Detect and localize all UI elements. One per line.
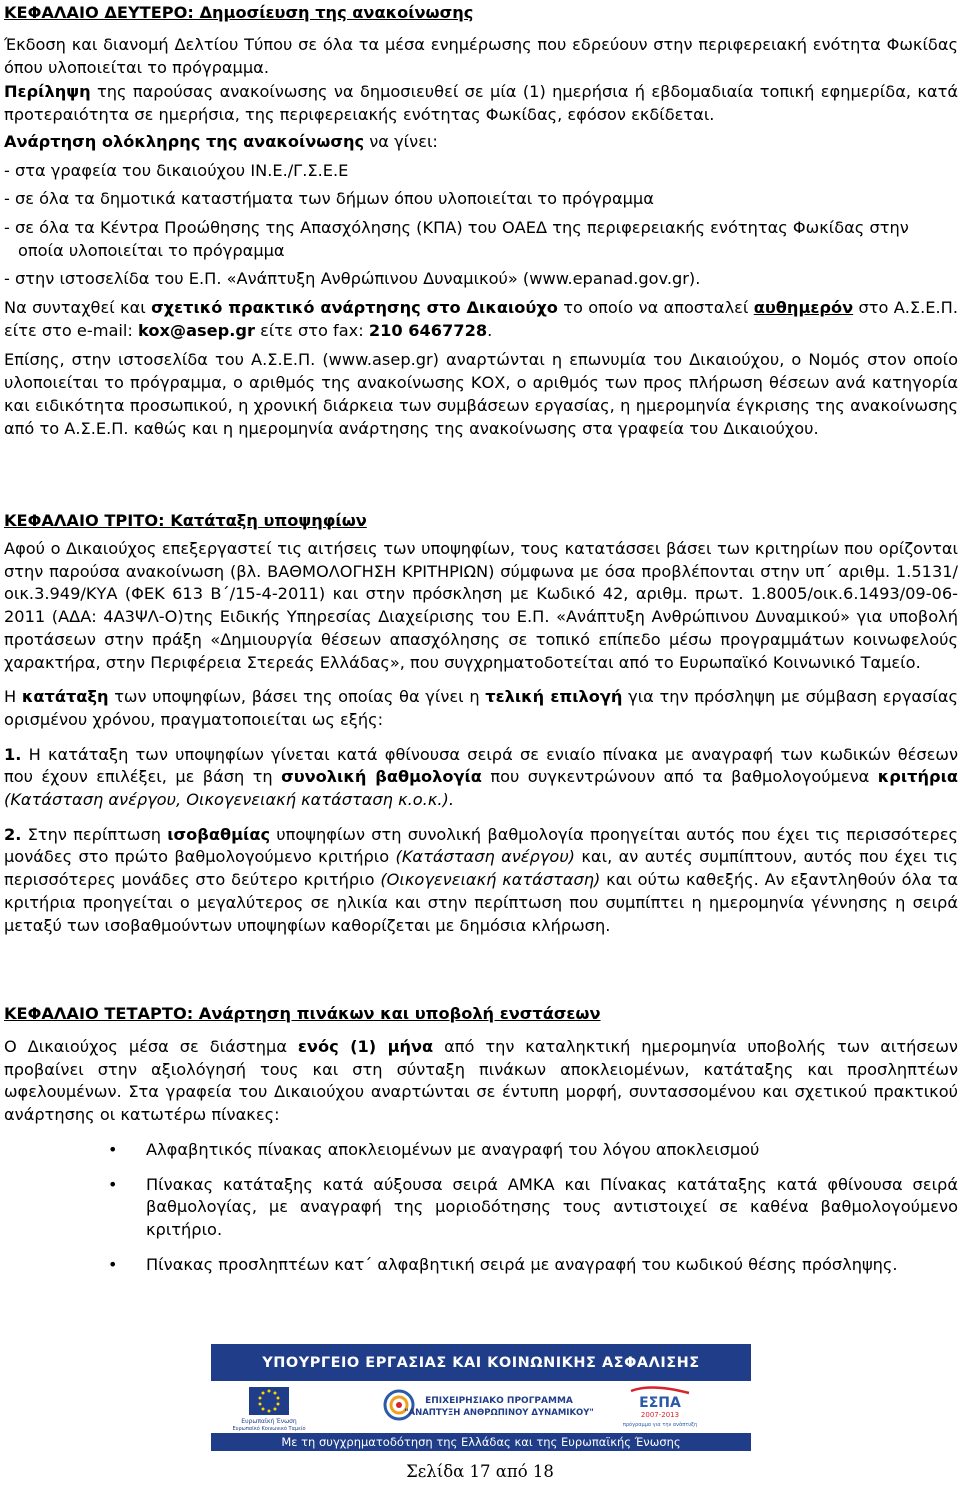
list-item: [4, 1139, 958, 1162]
r2-b: ισοβαθμίας: [167, 824, 271, 844]
summary-bold: Περίληψη: [4, 82, 91, 102]
r1-e: (Κατάσταση ανέργου, Οικογενειακή κατάσταση κ.ο.κ.).: [4, 790, 454, 810]
tables-list: [4, 1139, 958, 1277]
rule-2-number: 2.: [4, 824, 22, 844]
summary-rest: της παρούσας ανακοίνωσης να δημοσιευθεί σε μία (1) ημερήσια ή εβδομαδιαία τοπική εφημερίδα, κατά προτεραιότητα σε ημερήσια, της περιφερειακής ενότητας Φωκίδας, εφόσον εκδίδεται.: [4, 82, 958, 125]
report-paragraph: [4, 297, 958, 342]
t-c: από την καταληκτική ημερομηνία υποβολής των αιτήσεων προβαίνει στην αξιολόγησή τους και στη σύνταξη πινάκων αποκλειομένων, κατάταξης και προσληπτέων ωφελουμένων. Στα γραφεία του Δικαιούχου αναρτώνται σε έντυπη μορφή, συντασσομένου και σχετικού πρακτικού ανάρτησης οι κατωτέρω πίνακες:: [4, 1037, 958, 1125]
eu-caption: Ευρωπαϊκή Ένωση: [241, 1418, 297, 1425]
report-email: kox@asep.gr: [138, 320, 255, 340]
list-item-text: Πίνακας προσληπτέων κατ΄ αλφαβητική σειρά με αναγραφή του κωδικού θέσης πρόσληψης.: [146, 1254, 898, 1274]
posting-item-1: - στα γραφεία του δικαιούχου ΙΝ.Ε./Γ.Σ.Ε.Ε: [4, 160, 349, 180]
r1-c: που συγκεντρώνουν από τα βαθμολογούμενα: [481, 767, 878, 787]
list-item: [4, 1254, 958, 1277]
esf-caption: Ευρωπαϊκό Κοινωνικό Ταμείο: [232, 1426, 306, 1432]
report-e: στο Α.Σ.Ε.Π. είτε στο e-mail:: [4, 298, 958, 340]
posting-rest: να γίνει:: [364, 131, 438, 151]
r2-a: Στην περίπτωση: [21, 824, 168, 844]
tables-paragraph: [4, 1036, 958, 1127]
logo-row: [211, 1381, 751, 1433]
eu-flag-icon: [249, 1387, 289, 1415]
rule-1-paragraph: [4, 744, 958, 812]
footer-logo-banner: [211, 1344, 751, 1451]
fs-e: για την πρόσληψη με σύμβαση εργασίας ορισμένου χρόνου, πραγματοποιείται ως εξής:: [4, 687, 958, 729]
chapter-4-body: [4, 1036, 958, 1276]
espa-sub: πρόγραμμα για την ανάπτυξη: [622, 1422, 698, 1428]
rule-1-number: 1.: [4, 744, 22, 764]
posting-item-2: - σε όλα τα δημοτικά καταστήματα των δήμων όπου υλοποιείται το πρόγραμμα: [4, 189, 654, 209]
logo-row-graphics: [211, 1381, 751, 1433]
posting-paragraph: [4, 131, 958, 154]
rule-2-paragraph: [4, 824, 958, 938]
chapter-2-title: ΚΕΦΑΛΑΙΟ ΔΕΥΤΕΡΟ: Δημοσίευση της ανακοίνωσης: [4, 3, 474, 22]
press-release-paragraph: Έκδοση και διανομή Δελτίου Τύπου σε όλα τα μέσα ενημέρωσης που εδρεύουν στην περιφερειακή ενότητα Φωκίδας όπου υλοποιείται το πρόγραμμα.: [4, 35, 958, 77]
r2-f: (Οικογενειακή κατάσταση): [380, 870, 601, 890]
r2-e: και, αν αυτές συμπίπτουν, αυτός που έχει τις περισσότερες μονάδες στο δεύτερο κριτήριο: [4, 847, 958, 890]
r1-b: συνολική βαθμολογία: [281, 767, 482, 787]
report-i: .: [487, 320, 493, 340]
report-a: Να συνταχθεί και: [4, 298, 152, 318]
chapter-4-title: ΚΕΦΑΛΑΙΟ ΤΕΤΑΡΤΟ: Ανάρτηση πινάκων και υποβολή ενστάσεων: [4, 1004, 601, 1023]
r2-g: και ούτω καθεξής. Αν εξαντληθούν όλα τα κριτήρια προηγείται ο μεγαλύτερος σε ηλικία και στην περίπτωση που συμπίπτει η ημερομηνία γέννησης η σειρά μεταξύ των ισοβαθμούντων υποψηφίων καθορίζεται με δημόσια κλήρωση.: [4, 870, 958, 935]
posting-item-4: - στην ιστοσελίδα του Ε.Π. «Ανάπτυξη Ανθρώπινου Δυναμικού» (www.epanad.gov.gr).: [4, 269, 701, 289]
cofunding-strip: [211, 1433, 751, 1451]
t-a: Ο Δικαιούχος μέσα σε διάστημα: [4, 1037, 298, 1056]
chapter-2: [4, 2, 958, 24]
chapter-2-body: [4, 34, 958, 440]
bullet-icon: •: [108, 1139, 118, 1159]
bullet-icon: •: [108, 1254, 118, 1274]
fs-b: κατάταξη: [21, 687, 109, 707]
report-fax: 210 6467728: [368, 320, 488, 340]
list-item-text: Πίνακας κατάταξης κατά αύξουσα σειρά ΑΜΚΑ και Πίνακας κατάταξης κατά φθίνουσα σειρά βαθμολογίας, με αναγραφή της μοριοδότησης τους αντιστοιχεί σε καθένα βαθμολογούμενο κριτήριο.: [146, 1174, 958, 1239]
cofunding-text: Με τη συγχρηματοδότηση της Ελλάδας και της Ευρωπαϊκής Ένωσης: [281, 1435, 681, 1449]
bullet-icon: •: [108, 1174, 118, 1194]
posting-bold: Ανάρτηση ολόκληρης της ανακοίνωσης: [4, 131, 365, 151]
ranking-paragraph: Αφού ο Δικαιούχος επεξεργαστεί τις αιτήσεις των υποψηφίων, τους κατατάσσει βάσει των κριτηρίων που ορίζονται στην παρούσα ανακοίνωση (βλ. ΒΑΘΜΟΛΟΓΗΣΗ ΚΡΙΤΗΡΙΩΝ) σύμφωνα με όσα προβλέπονται στην υπ΄ αριθμ. 1.5131/οικ.3.949/ΚΥΑ (ΦΕΚ 613 Β΄/15-4-2011) και στην πρόσκληση με Κωδικό 42, αριθμ. πρωτ. 1.8005/οικ.6.1493/09-06-2011 (ΑΔΑ: 4Α3ΨΛ-Ο)της Ειδικής Υπηρεσίας Διαχείρισης του Ε.Π. «Ανάπτυξη Ανθρώπινου Δυναμικού» για υποβολή προτάσεων στην πράξη «Δημιουργία θέσεων απασχόλησης σε τοπικό επίπεδο μέσω προγραμμάτων κοινωφελούς χαρακτήρα, στην Περιφέρεια Στερεάς Ελλάδας», που συγχρηματοδοτείται από το Ευρωπαϊκό Κοινωνικό Ταμείο.: [4, 539, 958, 672]
espa-text: ΕΣΠΑ: [639, 1395, 681, 1411]
list-item-text: Αλφαβητικός πίνακας αποκλειομένων με αναγραφή του λόγου αποκλεισμού: [146, 1139, 760, 1159]
posting-item-3: - σε όλα τα Κέντρα Προώθησης της Απασχόλησης (ΚΠΑ) του ΟΑΕΔ της περιφερειακής ενότητας Φωκίδας στην οποία υλοποιείται το πρόγραμμα: [4, 217, 909, 260]
summary-paragraph: [4, 81, 958, 126]
chapter-3-body: [4, 538, 958, 937]
report-b: σχετικό πρακτικό ανάρτησης στο Δικαιούχο: [151, 298, 558, 318]
fs-d: τελική επιλογή: [485, 687, 623, 707]
op-line-1: ΕΠΙΧΕΙΡΗΣΙΑΚΟ ΠΡΟΓΡΑΜΜΑ: [425, 1396, 573, 1406]
fs-c: των υποψηφίων, βάσει της οποίας θα γίνει η: [108, 687, 486, 707]
r1-d: κριτήρια: [877, 767, 959, 787]
op-line-2: "ΑΝΑΠΤΥΞΗ ΑΝΘΡΩΠΙΝΟΥ ΔΥΝΑΜΙΚΟΥ": [404, 1408, 594, 1418]
r1-a: Η κατάταξη των υποψηφίων γίνεται κατά φθίνουσα σειρά σε ενιαίο πίνακα με αναγραφή των κωδικών θέσεων που έχουν επιλέξει, με βάση τη: [4, 744, 958, 787]
chapter-4: [4, 1003, 958, 1025]
report-d: αυθημερόν: [753, 298, 854, 318]
ministry-strip: [211, 1344, 751, 1381]
list-item: [4, 1174, 958, 1242]
page-number: Σελίδα 17 από 18: [406, 1462, 554, 1481]
r2-d: (Κατάσταση ανέργου): [395, 847, 575, 867]
report-c: το οποίο να αποσταλεί: [557, 298, 754, 318]
website-paragraph: Επίσης, στην ιστοσελίδα του Α.Σ.Ε.Π. (www.asep.gr) αναρτώνται η επωνυμία του Δικαιούχου, ο Νομός στον οποίο υλοποιείται το πρόγραμμα, ο αριθμός της ανακοίνωσης ΚΟΧ, ο αριθμός των προς πλήρωση θέσεων ανά κατηγορία και ειδικότητα προσωπικού, η χρονική διάρκεια των συμβάσεων εργασίας, η ημερομηνία έγκρισης της ανακοίνωσης από το Α.Σ.Ε.Π. καθώς και η ημερομηνία ανάρτησης της ανακοίνωσης στα γραφεία του Δικαιούχου.: [4, 350, 958, 438]
ministry-name: ΥΠΟΥΡΓΕΙΟ ΕΡΓΑΣΙΑΣ ΚΑΙ ΚΟΙΝΩΝΙΚΗΣ ΑΣΦΑΛΙΣΗΣ: [262, 1354, 700, 1371]
chapter-3: [4, 510, 958, 532]
final-selection-paragraph: [4, 686, 958, 731]
r2-c: υποψηφίων στη συνολική βαθμολογία προηγείται αυτός που έχει τις περισσότερες μονάδες στο πρώτο βαθμολογούμενο κριτήριο: [4, 824, 958, 867]
chapter-3-title: ΚΕΦΑΛΑΙΟ ΤΡΙΤΟ: Κατάταξη υποψηφίων: [4, 511, 367, 530]
fs-a: Η: [4, 687, 22, 707]
espa-years: 2007-2013: [640, 1411, 680, 1419]
t-b: ενός (1) μήνα: [297, 1037, 434, 1056]
report-g: είτε στο fax:: [254, 320, 369, 340]
